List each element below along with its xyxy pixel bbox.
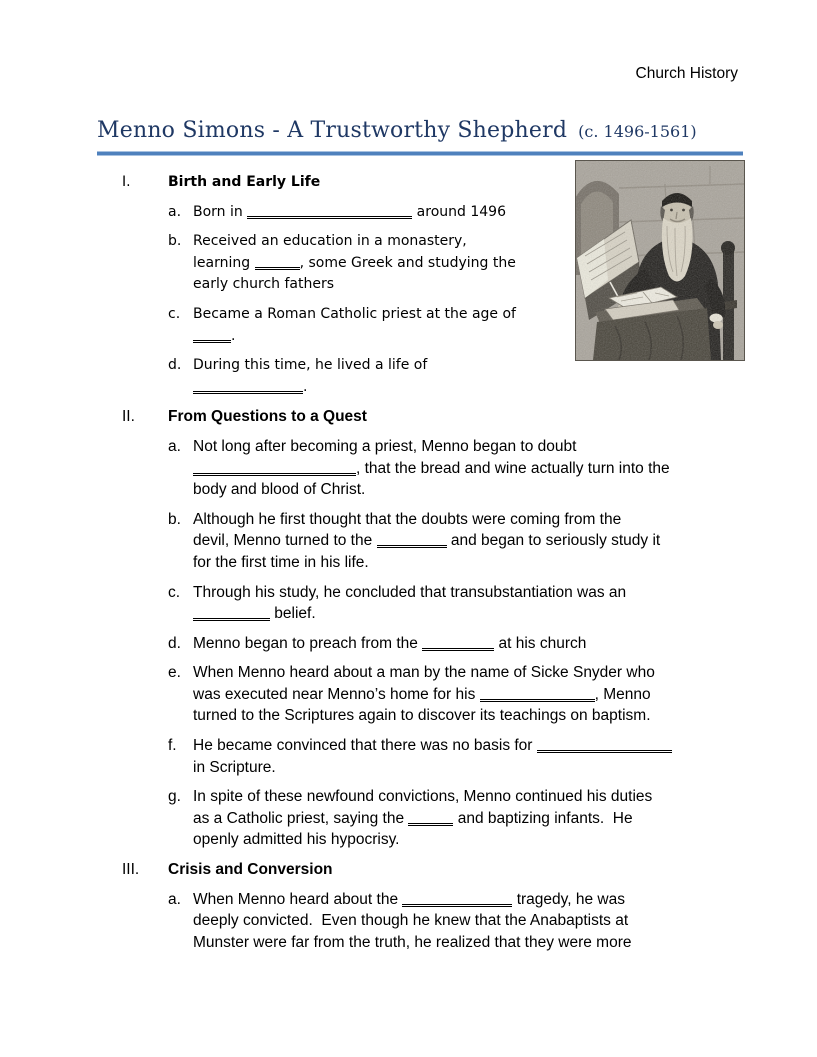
text-line xyxy=(193,377,744,399)
item-letter: a. xyxy=(168,203,182,220)
outline-item xyxy=(122,633,744,655)
text-line xyxy=(193,202,744,224)
text-line xyxy=(193,786,744,808)
outline-section xyxy=(122,859,744,953)
text-line xyxy=(193,326,744,348)
text-run: in Scripture. xyxy=(193,758,276,776)
item-letter: a. xyxy=(168,437,181,455)
text-line xyxy=(193,662,744,684)
item-letter: e. xyxy=(168,664,181,682)
item-letter: g. xyxy=(168,788,181,806)
fill-in-blank xyxy=(193,460,356,476)
fill-in-blank xyxy=(247,203,412,219)
course-label: Church History xyxy=(635,65,738,82)
fill-in-blank xyxy=(193,378,303,394)
outline-item xyxy=(122,889,744,954)
text-run: tragedy, he was xyxy=(512,890,625,908)
outline-item xyxy=(122,509,744,574)
text-line xyxy=(193,932,744,954)
fill-in-blank xyxy=(408,810,453,826)
text-line xyxy=(193,910,744,932)
text-run: Munster were far from the truth, he realized that they were more xyxy=(193,933,632,951)
fill-in-blank xyxy=(377,532,447,548)
text-run: openly admitted his hypocrisy. xyxy=(193,831,400,849)
text-run: , some Greek and studying the xyxy=(299,254,516,271)
outline-item xyxy=(122,304,744,347)
text-run: turned to the Scriptures again to discover its teachings on baptism. xyxy=(193,707,651,725)
item-text xyxy=(193,436,744,501)
text-run: around 1496 xyxy=(412,203,506,220)
fill-in-blank xyxy=(402,891,512,907)
outline-item xyxy=(122,231,744,296)
text-run: body and blood of Christ. xyxy=(193,481,366,499)
item-text xyxy=(193,509,744,574)
text-run: Through his study, he concluded that transubstantiation was an xyxy=(193,583,627,601)
outline-section xyxy=(122,406,744,851)
text-line xyxy=(193,479,744,501)
text-line xyxy=(193,458,744,480)
text-line xyxy=(193,509,744,531)
text-run: He became convinced that there was no basis for xyxy=(193,737,537,755)
outline-item xyxy=(122,202,744,224)
item-text xyxy=(193,304,744,347)
text-run: belief. xyxy=(270,605,316,623)
text-line xyxy=(193,274,744,296)
outline-item xyxy=(122,786,744,851)
text-run: When Menno heard about a man by the name of Sicke Snyder who xyxy=(193,664,655,682)
text-run: as a Catholic priest, saying the xyxy=(193,809,409,827)
text-run: and baptizing infants. He xyxy=(453,809,633,827)
item-letter: c. xyxy=(168,305,181,322)
text-line xyxy=(193,603,744,625)
text-run: . xyxy=(231,327,236,344)
item-letter: b. xyxy=(168,510,181,528)
text-run: , Menno xyxy=(594,685,651,703)
text-run: Received an education in a monastery, xyxy=(193,233,467,250)
outline-section xyxy=(122,172,744,398)
text-run: for the first time in his life. xyxy=(193,553,369,571)
text-run: During this time, he lived a life of xyxy=(193,357,428,374)
text-run: was executed near Menno’s home for his xyxy=(193,685,480,703)
text-run: , that the bread and wine actually turn into the xyxy=(356,459,670,477)
text-run: at his church xyxy=(494,634,587,652)
section-title: Crisis and Conversion xyxy=(168,861,333,879)
section-numeral: III. xyxy=(122,861,140,879)
text-run: deeply convicted. Even though he knew that the Anabaptists at xyxy=(193,912,629,930)
text-run: devil, Menno turned to the xyxy=(193,532,377,550)
text-line xyxy=(193,530,744,552)
text-run: . xyxy=(303,378,308,395)
fill-in-blank xyxy=(193,327,231,343)
text-line xyxy=(193,757,744,779)
text-line xyxy=(193,253,744,275)
text-line xyxy=(193,355,744,377)
title-block xyxy=(97,118,743,156)
text-run: Not long after becoming a priest, Menno began to doubt xyxy=(193,437,577,455)
text-run: Born in xyxy=(193,203,248,220)
outline-item xyxy=(122,662,744,727)
text-line xyxy=(193,436,744,458)
text-run: Menno began to preach from the xyxy=(193,634,423,652)
text-run: Became a Roman Catholic priest at the age of xyxy=(193,305,516,322)
item-text xyxy=(193,735,744,778)
text-line xyxy=(193,735,744,757)
text-run: learning xyxy=(193,254,255,271)
text-line xyxy=(193,889,744,911)
fill-in-blank xyxy=(193,605,270,621)
page-title: Menno Simons - A Trustworthy Shepherd xyxy=(97,118,568,143)
section-numeral: II. xyxy=(122,408,135,426)
outline-item xyxy=(122,582,744,625)
item-text xyxy=(193,889,744,954)
text-line xyxy=(193,552,744,574)
item-text xyxy=(193,202,744,224)
page-title-dates: (c. 1496-1561) xyxy=(578,122,697,141)
item-text xyxy=(193,355,744,398)
fill-in-blank xyxy=(422,635,494,651)
item-text xyxy=(193,662,744,727)
title-rule xyxy=(97,151,743,156)
item-text xyxy=(193,582,744,625)
section-heading xyxy=(122,406,744,428)
text-line xyxy=(193,231,744,253)
text-line xyxy=(193,582,744,604)
item-text xyxy=(193,786,744,851)
text-run: In spite of these newfound convictions, Menno continued his duties xyxy=(193,788,653,806)
text-run: When Menno heard about the xyxy=(193,890,403,908)
text-run: and began to seriously study it xyxy=(446,532,661,550)
text-line xyxy=(193,829,744,851)
section-heading xyxy=(122,859,744,881)
section-title: Birth and Early Life xyxy=(168,174,321,190)
outline-item xyxy=(122,735,744,778)
section-title: From Questions to a Quest xyxy=(168,408,367,426)
text-line xyxy=(193,304,744,326)
outline-item xyxy=(122,436,744,501)
item-letter: d. xyxy=(168,634,181,652)
section-heading xyxy=(122,172,744,194)
fill-in-blank xyxy=(537,737,672,753)
item-letter: d. xyxy=(168,357,182,374)
fill-in-blank xyxy=(255,254,300,270)
text-line xyxy=(193,705,744,727)
text-line xyxy=(193,808,744,830)
item-letter: b. xyxy=(168,233,182,250)
text-run: early church fathers xyxy=(193,276,335,293)
text-run: Although he first thought that the doubts were coming from the xyxy=(193,510,622,528)
section-numeral: I. xyxy=(122,174,131,190)
text-line xyxy=(193,633,744,655)
item-text xyxy=(193,633,744,655)
item-letter: a. xyxy=(168,890,181,908)
outline xyxy=(122,172,744,953)
item-letter: f. xyxy=(168,737,177,755)
fill-in-blank xyxy=(480,686,595,702)
item-letter: c. xyxy=(168,583,181,601)
outline-item xyxy=(122,355,744,398)
text-line xyxy=(193,684,744,706)
item-text xyxy=(193,231,744,296)
